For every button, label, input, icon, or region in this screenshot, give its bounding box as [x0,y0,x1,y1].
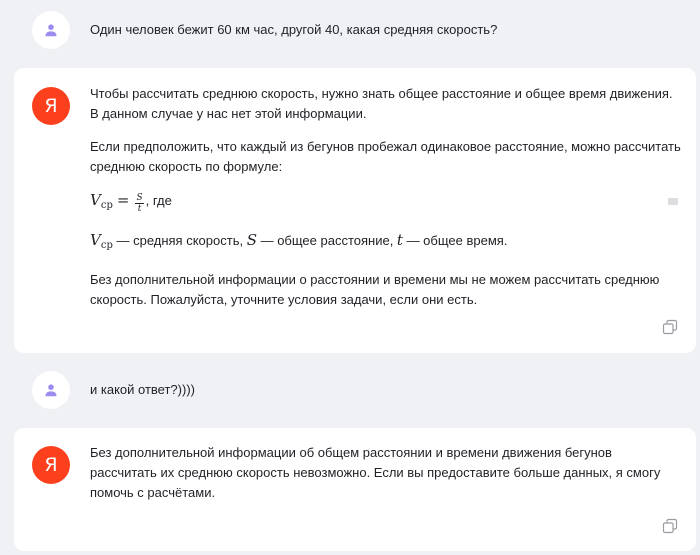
yandex-logo-icon: Я [32,87,70,125]
copy-icon [662,518,678,534]
user-message-text: и какой ответ?)))) [90,382,195,397]
yandex-logo-icon: Я [32,446,70,484]
formula-eq: = [116,191,130,209]
def-s-desc: — общее расстояние, [256,233,397,248]
user-avatar [32,371,70,409]
user-icon [44,23,58,37]
formula-num: S [136,193,143,203]
scroll-marker [668,198,678,205]
user-message [14,0,696,60]
def-v-desc: — средняя скорость, [112,233,247,248]
user-message [14,362,696,418]
copy-icon [662,319,678,335]
formula-suffix: , где [145,193,172,208]
definitions [90,230,682,256]
assistant-message [14,428,696,551]
def-v: V [90,231,101,249]
def-s: S [246,231,257,249]
paragraph: Если предположить, что каждый из бегунов пробежал одинаковое расстояние, можно рассчитать среднюю скорость по формуле: [90,139,681,174]
user-icon [44,383,58,397]
def-t-desc: — общее время. [402,233,508,248]
user-message-text: Один человек бежит 60 км час, другой 40, какая средняя скорость? [90,22,498,37]
formula-sub: ср [100,200,113,211]
user-avatar [32,11,70,49]
copy-button[interactable] [662,319,678,335]
assistant-message [14,68,696,353]
assistant-message-text [90,84,682,323]
paragraph: Чтобы рассчитать среднюю скорость, нужно знать общее расстояние и общее время движения. В данном случае у нас нет этой информации. [90,86,673,121]
paragraph: Без дополнительной информации об общем расстоянии и времени движения бегунов рассчитать их среднюю скорость невозможно. Если вы предоставите больше данных, я смогу помочь с расчётами. [90,445,661,500]
paragraph: Без дополнительной информации о расстоянии и времени мы не можем рассчитать среднюю скорость. Пожалуйста, уточните условия задачи, если они есть. [90,272,660,307]
formula-den: t [137,204,142,214]
def-sub: ср [100,240,113,251]
formula [90,190,682,216]
copy-button[interactable] [662,518,678,534]
assistant-message-text [90,443,682,516]
def-t: t [396,231,403,249]
formula-v: V [90,191,101,209]
formula-fraction [135,193,143,214]
